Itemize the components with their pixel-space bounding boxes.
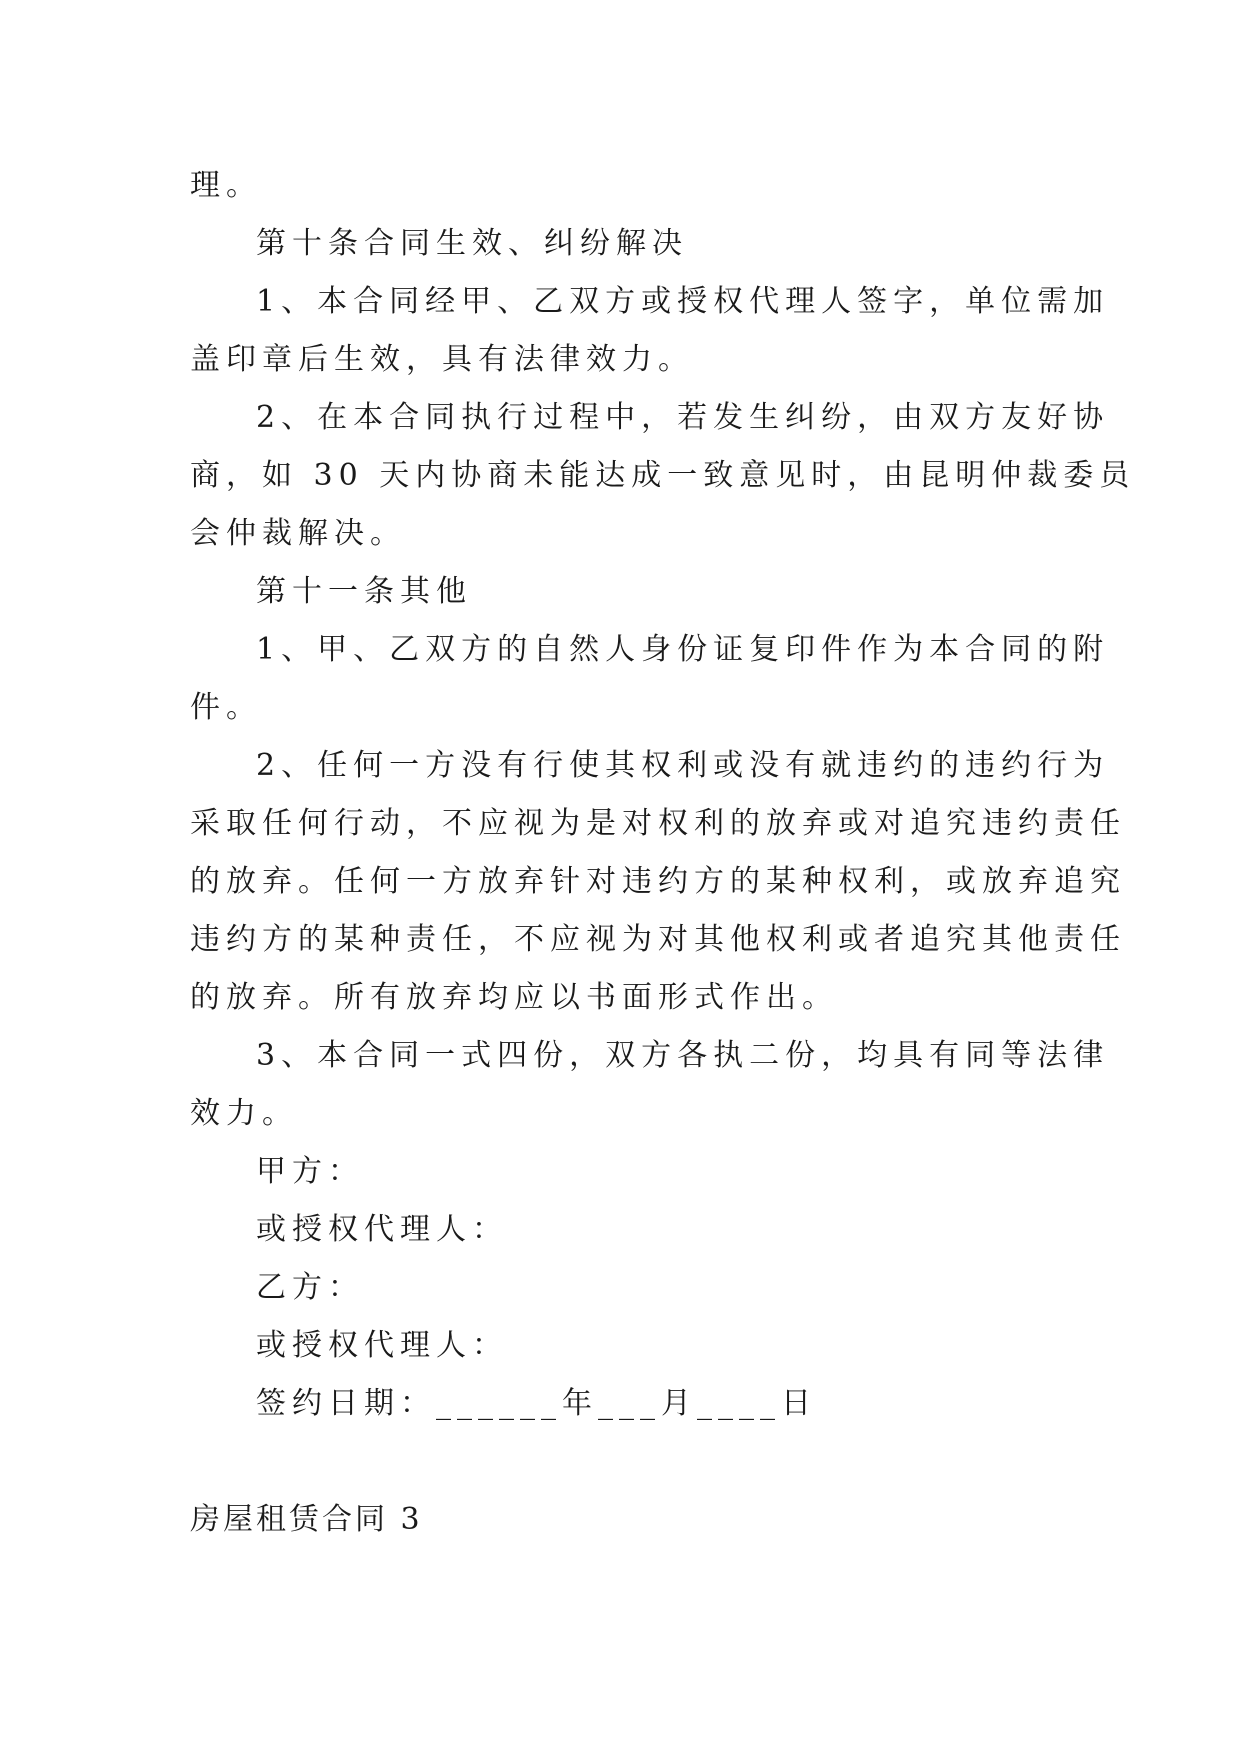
- text-line: 盖印章后生效，具有法律效力。: [190, 342, 694, 377]
- text-line: 的放弃。所有放弃均应以书面形式作出。: [190, 980, 838, 1015]
- text-line: 违约方的某种责任，不应视为对其他权利或者追究其他责任: [190, 922, 1126, 957]
- section-heading: 第十条合同生效、纠纷解决: [256, 226, 688, 261]
- party-b-agent-label: 或授权代理人：: [256, 1328, 508, 1363]
- text-line: 1、甲、乙双方的自然人身份证复印件作为本合同的附: [256, 632, 1110, 667]
- next-contract-title: 房屋租赁合同 3: [190, 1502, 423, 1537]
- text-line: 采取任何行动，不应视为是对权利的放弃或对追究违约责任: [190, 806, 1126, 841]
- text-line: 理。: [190, 168, 262, 203]
- text-line: 2、任何一方没有行使其权利或没有就违约的违约行为: [256, 748, 1110, 783]
- text-line: 商，如 30 天内协商未能达成一致意见时，由昆明仲裁委员: [190, 458, 1136, 493]
- text-line: 件。: [190, 690, 262, 725]
- text-line: 会仲裁解决。: [190, 516, 406, 551]
- text-line: 效力。: [190, 1096, 298, 1131]
- section-heading: 第十一条其他: [256, 574, 472, 609]
- party-a-label: 甲方：: [256, 1154, 364, 1189]
- text-line: 的放弃。任何一方放弃针对违约方的某种权利，或放弃追究: [190, 864, 1126, 899]
- signing-date-line: 签约日期：______年___月____日: [256, 1386, 817, 1421]
- party-b-label: 乙方：: [256, 1270, 364, 1305]
- party-a-agent-label: 或授权代理人：: [256, 1212, 508, 1247]
- text-line: 3、本合同一式四份，双方各执二份，均具有同等法律: [256, 1038, 1110, 1073]
- text-line: 2、在本合同执行过程中，若发生纠纷，由双方友好协: [256, 400, 1110, 435]
- text-line: 1、本合同经甲、乙双方或授权代理人签字，单位需加: [256, 284, 1110, 319]
